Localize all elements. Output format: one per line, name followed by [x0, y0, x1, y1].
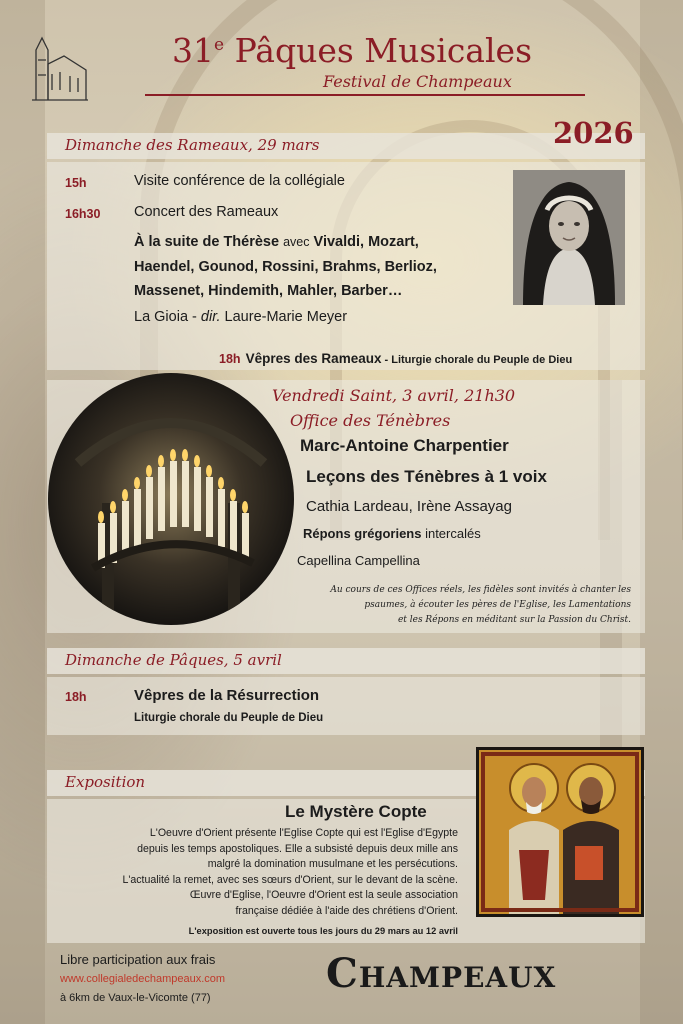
ensemble-name: La Gioia -	[134, 309, 201, 325]
rameaux-heading: Dimanche des Rameaux, 29 mars	[65, 136, 320, 154]
vendredi-note	[318, 583, 631, 628]
edition-number: 31	[172, 31, 214, 70]
vespers-line	[219, 348, 572, 367]
visit-title: Visite conférence de la collégiale	[134, 173, 345, 189]
festival-title	[172, 31, 532, 70]
conductor-name: Laure-Marie Meyer	[220, 309, 348, 325]
composer: Marc-Antoine Charpentier	[300, 436, 509, 455]
repons-rest: intercalés	[421, 526, 481, 541]
festival-subtitle: Festival de Champeaux	[323, 72, 512, 91]
program-line-0	[134, 234, 419, 250]
paques-sub: Liturgie chorale du Peuple de Dieu	[134, 712, 324, 724]
repons-bold: Répons grégoriens	[303, 526, 422, 541]
visit-time: 15h	[65, 176, 87, 190]
coptic-icon-image	[476, 747, 644, 917]
expo-heading: Exposition	[65, 773, 146, 791]
expo-title: Le Mystère Copte	[285, 802, 427, 821]
concert-time: 16h30	[65, 207, 101, 221]
vendredi-heading: Vendredi Saint, 3 avril, 21h30	[272, 386, 516, 405]
candles-image	[48, 373, 294, 625]
header-rule	[145, 94, 585, 96]
note-line-2: psaumes, à écouter les pères de l'Eglise, les Lamentations	[364, 600, 631, 610]
church-logo	[28, 30, 90, 106]
concert-title: Concert des Rameaux	[134, 204, 279, 220]
program-line1: Vivaldi, Mozart,	[313, 234, 419, 250]
work-title: Leçons des Ténèbres à 1 voix	[306, 467, 547, 486]
title-text: Pâques Musicales	[234, 31, 532, 70]
website-link[interactable]: www.collegialedechampeaux.com	[60, 973, 226, 985]
program-title: À la suite de Thérèse	[134, 234, 280, 250]
edition-sup: e	[214, 35, 225, 55]
program-line2: Haendel, Gounod, Rossini, Brahms, Berlioz,	[134, 259, 437, 275]
year-label: 2026	[553, 116, 634, 150]
expo-line-5: française dédiée à l'aide des chrétiens d'Orient.	[235, 904, 458, 917]
expo-line-4: Œuvre d'Eglise, l'Oeuvre d'Orient est la seule association	[189, 889, 458, 902]
paques-title: Vêpres de la Résurrection	[134, 687, 320, 704]
rameaux-ensemble	[134, 309, 347, 325]
note-line-3: et les Répons en méditant sur la Passion du Christ.	[397, 615, 631, 625]
dir-label: dir.	[200, 309, 221, 325]
vendredi-ensemble: Capellina Campellina	[297, 553, 420, 568]
therese-portrait	[513, 170, 625, 305]
vespers-sub: - Liturgie chorale du Peuple de Dieu	[381, 354, 573, 366]
expo-line-3: L'actualité la remet, avec ses sœurs d'Orient, sur le devant de la scène.	[122, 873, 458, 886]
paques-time: 18h	[65, 690, 87, 704]
program-avec: avec	[283, 235, 310, 249]
paques-heading: Dimanche de Pâques, 5 avril	[65, 651, 282, 669]
participation: Libre participation aux frais	[60, 952, 216, 967]
vespers-title: Vêpres des Rameaux	[245, 351, 382, 366]
expo-hours: L'exposition est ouverte tous les jours du 29 mars au 12 avril	[188, 926, 458, 936]
program-line3: Massenet, Hindemith, Mahler, Barber…	[134, 283, 403, 299]
location: à 6km de Vaux-le-Vicomte (77)	[60, 992, 211, 1004]
expo-line-2: malgré la domination musulmane et les persécutions.	[207, 858, 458, 871]
repons-line	[303, 526, 481, 541]
expo-line-0: L'Oeuvre d'Orient présente l'Eglise Copte qui est l'Eglise d'Egypte	[149, 827, 458, 839]
note-line-1: Au cours de ces Offices réels, les fidèles sont invités à chanter les	[330, 585, 631, 595]
singers: Cathia Lardeau, Irène Assayag	[306, 498, 512, 515]
paques-band	[47, 677, 645, 735]
vespers-time: 18h	[219, 352, 241, 366]
office-title: Office des Ténèbres	[290, 411, 451, 430]
town-name: Champeaux	[326, 950, 557, 997]
expo-line-1: depuis les temps apostoliques. Elle a subsisté depuis deux mille ans	[137, 842, 458, 855]
expo-description	[80, 826, 458, 920]
